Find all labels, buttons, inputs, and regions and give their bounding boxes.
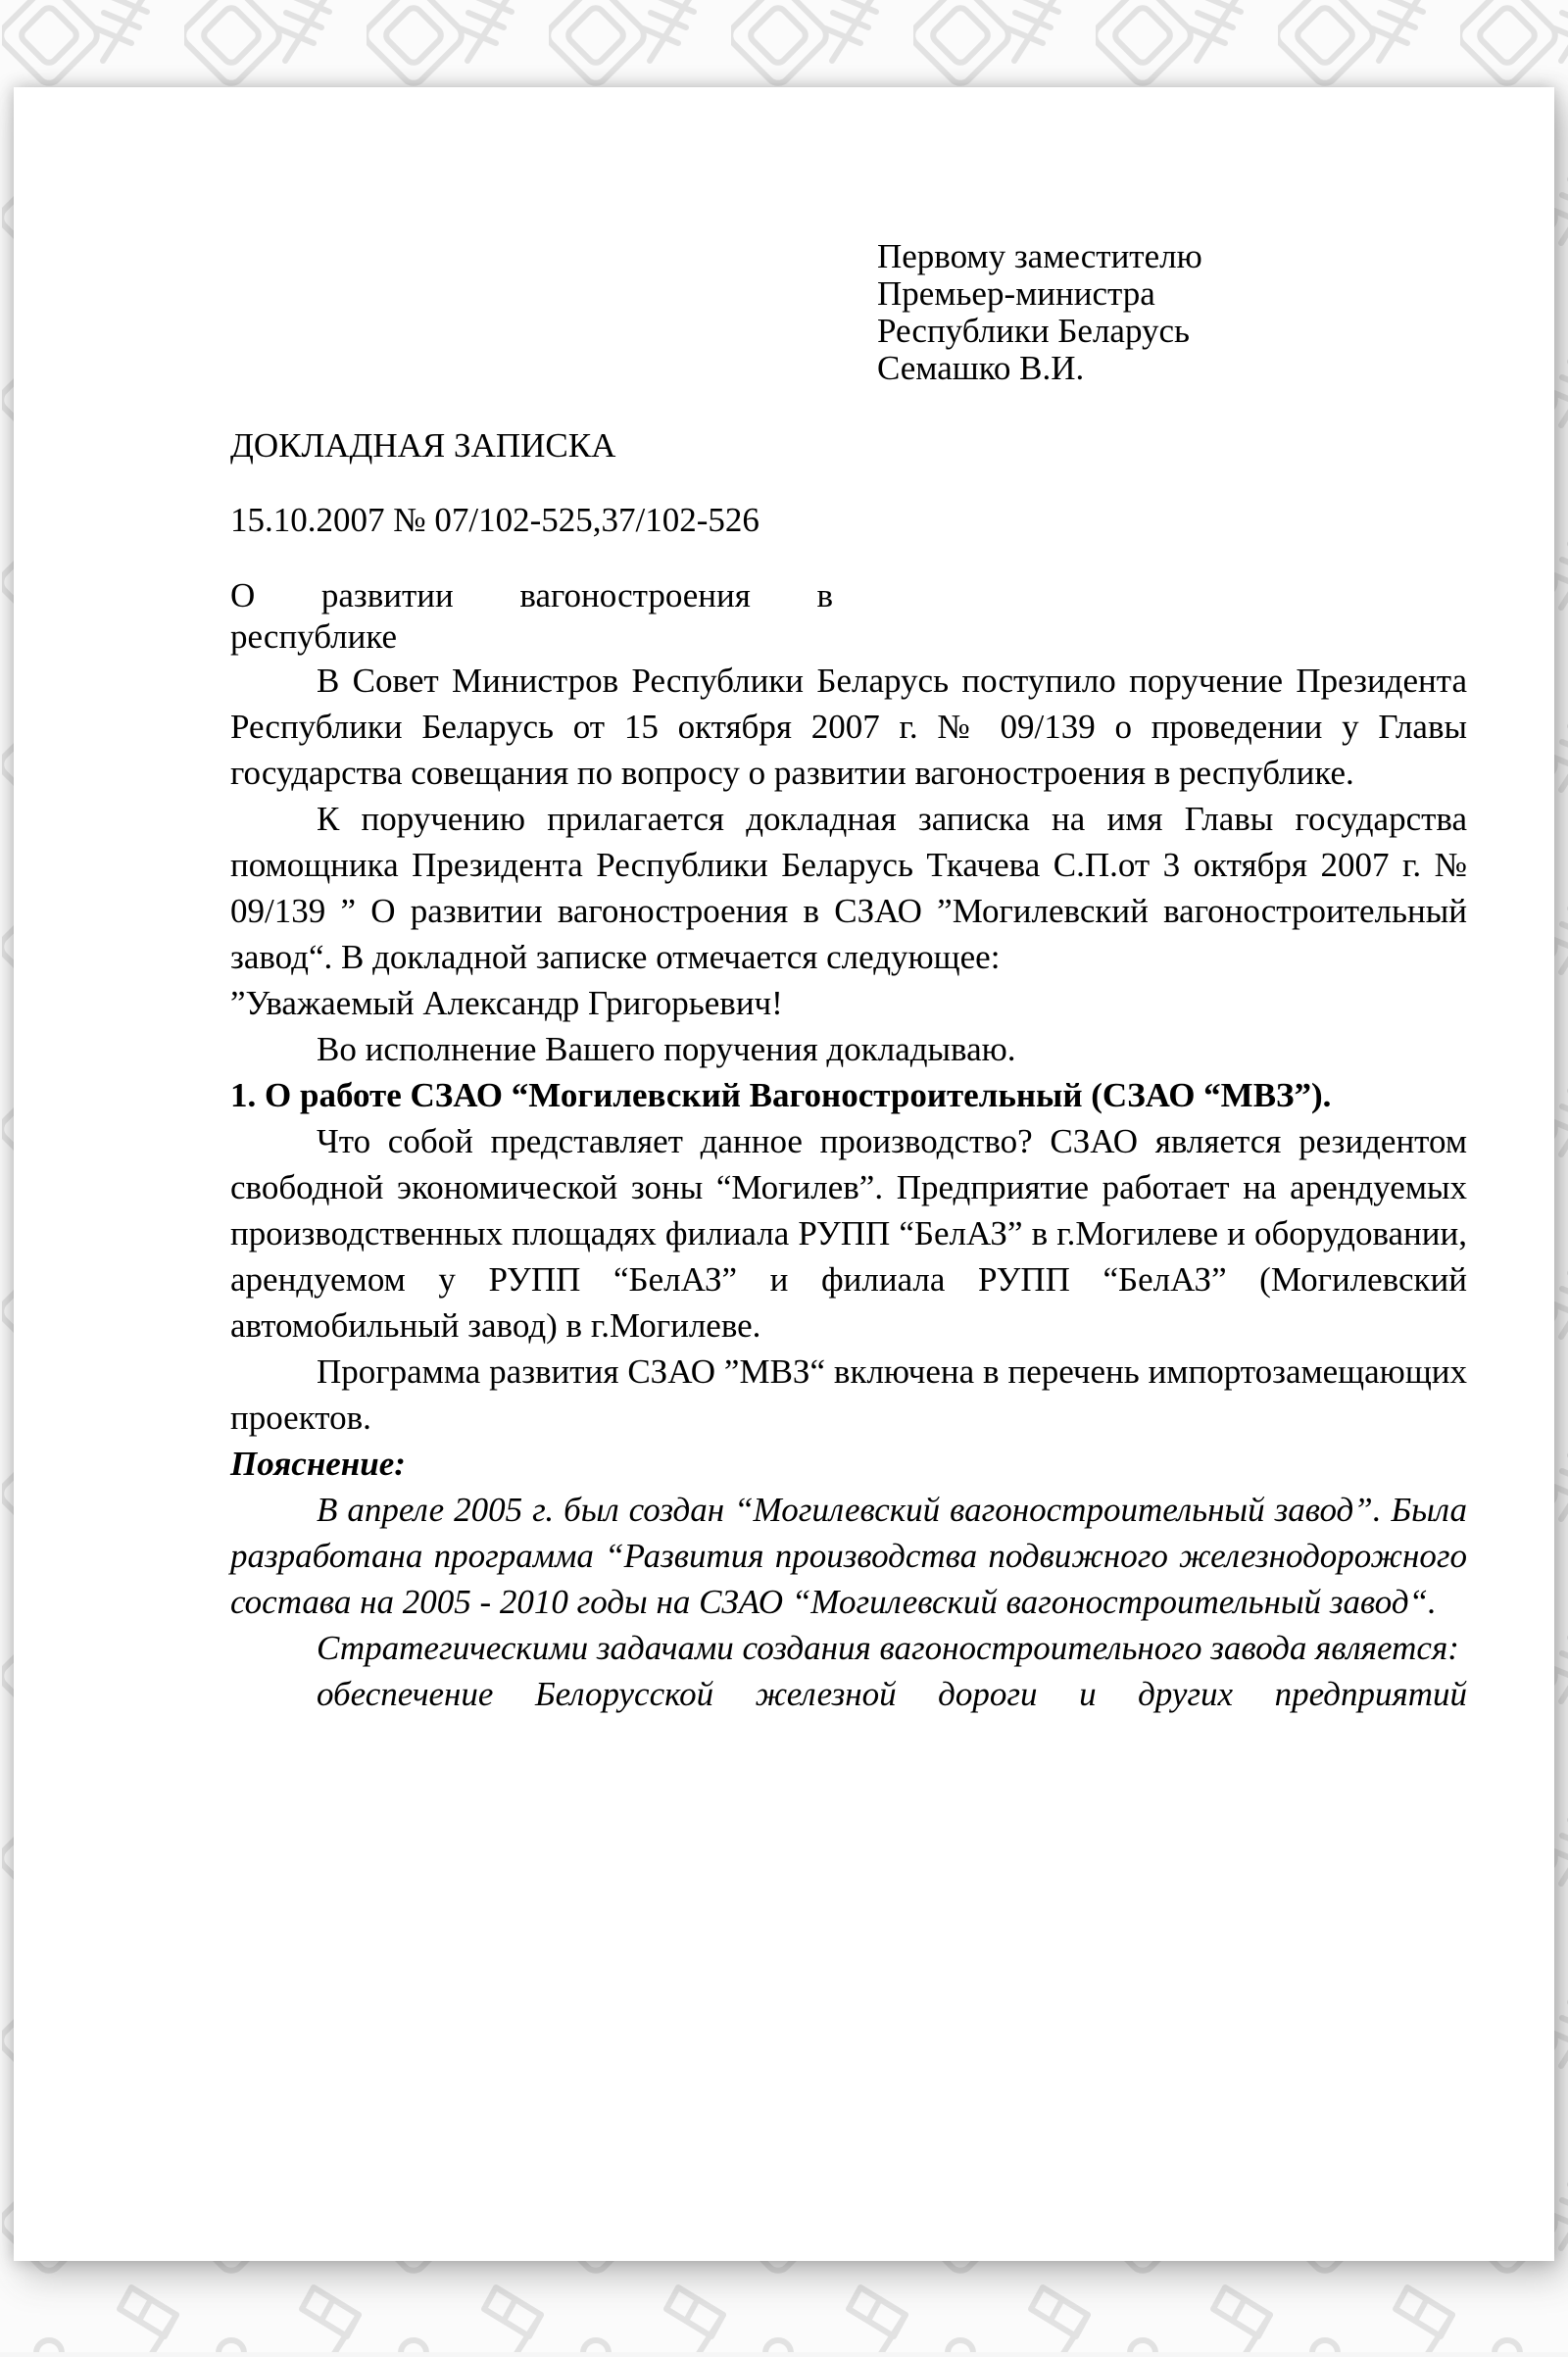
recipient-line: Семашко В.И. — [877, 349, 1085, 387]
document-page — [14, 87, 1554, 2261]
paragraph-production-description: Что собой представляет данное производство? СЗАО является резидентом свободной экономической зоны “Могилев”. Предприятие работает на арендуемых производственных площадях филиала РУПП “БелАЗ” в г.Могилеве и оборудовании, арендуемом у РУПП “БелАЗ” и филиала РУПП “БелАЗ” (Могилевский автомобильный завод) в г.Могилеве. — [230, 1122, 1467, 1345]
recipient-block — [877, 238, 1467, 387]
paragraph-salutation: ”Уважаемый Александр Григорьевич! — [230, 984, 783, 1022]
explanation-label: Пояснение: — [230, 1445, 406, 1483]
paragraph-program-note: Программа развития СЗАО ”МВЗ“ включена в перечень импортозамещающих проектов. — [230, 1352, 1467, 1437]
doc-subject: О развитии вагоностроения в республике — [230, 576, 833, 656]
section-heading: 1. О работе СЗАО “Могилевский Вагоностроительный (СЗАО “МВЗ”). — [230, 1076, 1332, 1114]
doc-title: ДОКЛАДНАЯ ЗАПИСКА — [230, 426, 616, 465]
recipient-line: Республики Беларусь — [877, 312, 1190, 350]
paragraph-attachment-note: К поручению прилагается докладная записка на имя Главы государства помощника Президента Республики Беларусь Ткачева С.П.от 3 октября 2007 г. № 09/139 ” О развитии вагоностроения в СЗАО ”Могилевский вагоностроительный завод“. В докладной записке отмечается следующее: — [230, 800, 1467, 976]
paragraph-strategic-tasks: Стратегическими задачами создания вагоностроительного завода является: — [317, 1629, 1459, 1667]
recipient-line: Премьер-министра — [877, 274, 1155, 313]
paragraph-assignment: В Совет Министров Республики Беларусь поступило поручение Президента Республики Беларусь от 15 октября 2007 г. № 09/139 о проведении у Главы государства совещания по вопросу о развитии вагоностроения в республике. — [230, 662, 1467, 792]
paragraph-report-intro: Во исполнение Вашего поручения докладываю. — [317, 1030, 1016, 1068]
recipient-line: Первому заместителю — [877, 237, 1202, 275]
paragraph-explanation-history: В апреле 2005 г. был создан “Могилевский вагоностроительный завод”. Была разработана программа “Развития производства подвижного железнодорожного состава на 2005 - 2010 годы на СЗАО “Могилевский вагоностроительный завод“. — [230, 1491, 1467, 1621]
paragraph-task-item: обеспечение Белорусской железной дороги и других предприятий — [317, 1675, 1467, 1713]
doc-date-number: 15.10.2007 № 07/102-525,37/102-526 — [230, 501, 760, 539]
